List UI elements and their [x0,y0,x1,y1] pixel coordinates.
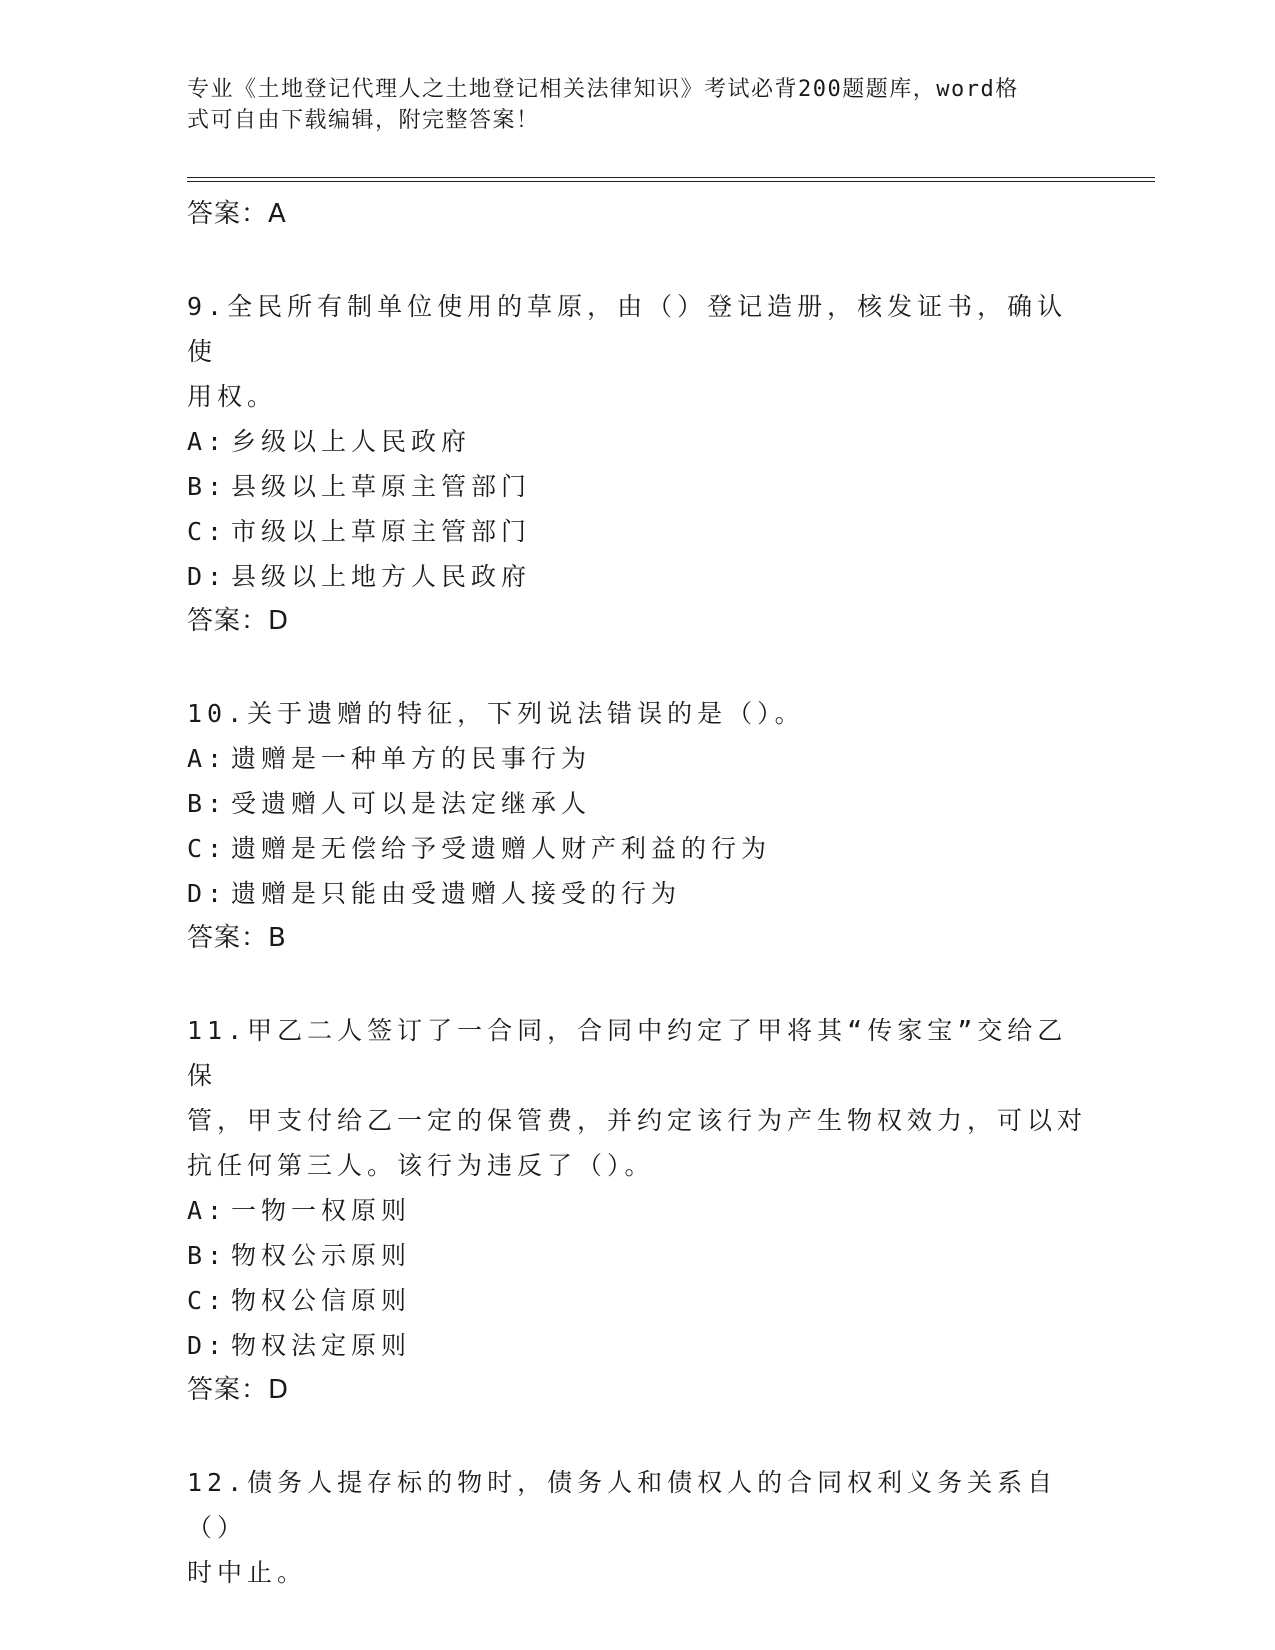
answer-line: 答案：B [187,923,287,953]
option-a [187,1188,1087,1233]
question-text-line: 10.关于遗赠的特征，下列说法错误的是（）。 [187,699,805,728]
option-b [187,1233,1087,1278]
option-letter: C: [187,834,228,863]
header-line-2: 式可自由下载编辑，附完整答案！ [187,108,540,133]
option-letter: D: [187,1331,228,1360]
option-letter: A: [187,1196,228,1225]
option-letter: A: [187,744,228,773]
option-text: 物权公信原则 [231,1286,412,1315]
question-text-line: 12.债务人提存标的物时，债务人和债权人的合同权利义务关系自（） [187,1468,1058,1542]
question-text-line: 9.全民所有制单位使用的草原，由（）登记造册，核发证书，确认使 [187,292,1068,366]
option-letter: C: [187,1286,228,1315]
option-d [187,1323,1087,1368]
option-c [187,1278,1087,1323]
header-line-1: 专业《土地登记代理人之土地登记相关法律知识》考试必背200题题库，word格 [187,77,1019,102]
header-divider [187,177,1155,182]
option-c [187,826,1087,871]
spacer [187,961,1087,1008]
question-text-line: 时中止。 [187,1558,308,1587]
spacer [187,1413,1087,1460]
option-a [187,736,1087,781]
option-c [187,509,1087,554]
option-b [187,464,1087,509]
option-a [187,419,1087,464]
option-text: 一物一权原则 [231,1196,412,1225]
option-letter: C: [187,517,228,546]
question-11 [187,1008,1087,1413]
spacer [187,644,1087,691]
option-text: 遗赠是只能由受遗赠人接受的行为 [231,879,682,908]
answer-line: 答案：D [187,606,290,636]
option-d [187,554,1087,599]
spacer [187,237,1087,284]
option-text: 乡级以上人民政府 [231,427,472,456]
option-letter: A: [187,427,228,456]
option-text: 市级以上草原主管部门 [231,517,532,546]
document-header [187,74,1067,136]
question-text-line: 抗任何第三人。该行为违反了（）。 [187,1151,655,1180]
answer-line: 答案：D [187,1375,290,1405]
answer-line: 答案：A [187,199,287,229]
option-text: 受遗赠人可以是法定继承人 [231,789,592,818]
question-list [187,192,1087,1595]
option-letter: B: [187,472,228,501]
option-text: 县级以上地方人民政府 [231,562,532,591]
option-text: 县级以上草原主管部门 [231,472,532,501]
option-text: 遗赠是一种单方的民事行为 [231,744,592,773]
option-d [187,871,1087,916]
option-letter: B: [187,1241,228,1270]
option-letter: D: [187,562,228,591]
option-b [187,781,1087,826]
question-9 [187,284,1087,644]
question-text-line: 用权。 [187,382,278,411]
question-text-line: 管，甲支付给乙一定的保管费，并约定该行为产生物权效力，可以对 [187,1106,1088,1135]
question-text-line: 11.甲乙二人签订了一合同，合同中约定了甲将其“传家宝”交给乙保 [187,1016,1068,1090]
option-text: 遗赠是无偿给予受遗赠人财产利益的行为 [231,834,772,863]
option-letter: B: [187,789,228,818]
option-letter: D: [187,879,228,908]
question-12 [187,1460,1087,1595]
option-text: 物权法定原则 [231,1331,412,1360]
question-10 [187,691,1087,961]
option-text: 物权公示原则 [231,1241,412,1270]
